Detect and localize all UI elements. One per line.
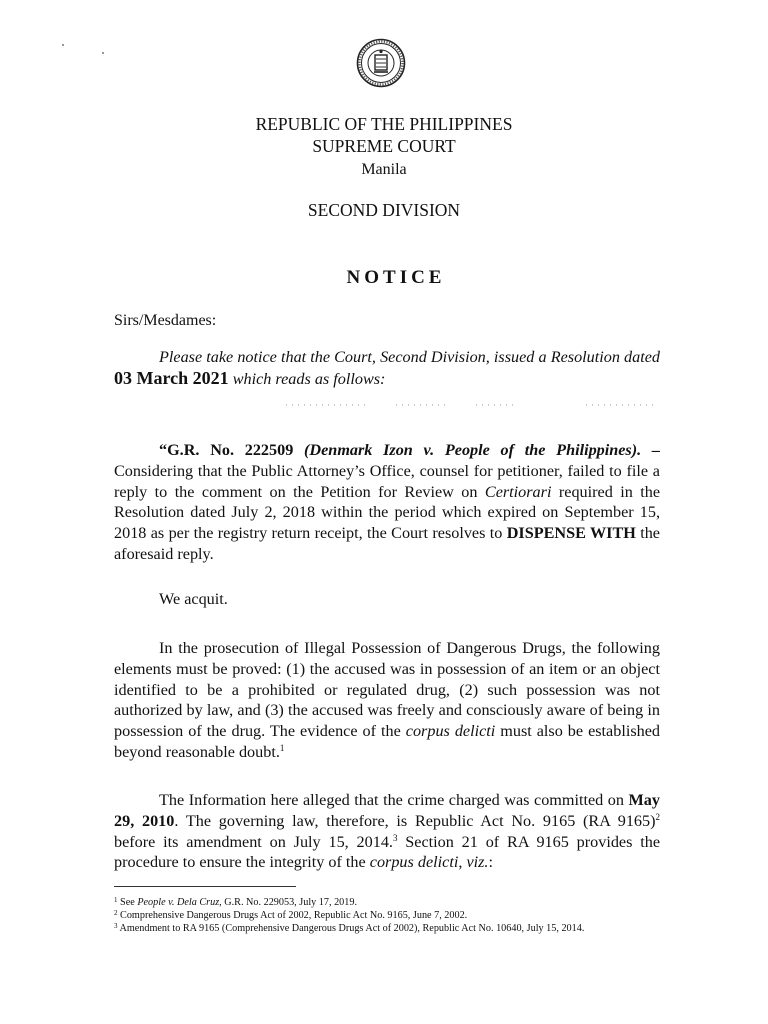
- resolution-date: 03 March 2021: [114, 367, 229, 388]
- notice-title: NOTICE: [346, 267, 446, 288]
- intro-paragraph: [114, 347, 660, 390]
- case-text-1: Considering that the Public Attorney’s Office, counsel for petitioner, failed to file a reply to the comment on the Petition for Review on: [114, 461, 660, 501]
- intro-text-1: Please take notice that the Court, Second Division, issued a Resolution dated: [159, 348, 660, 366]
- header-republic: REPUBLIC OF THE PHILIPPINES: [255, 114, 513, 134]
- footnotes: [114, 896, 664, 935]
- info-text-5: ,: [458, 853, 467, 872]
- viz-term: viz.: [466, 853, 489, 872]
- case-number: “G.R. No. 222509: [159, 441, 294, 459]
- case-text-2: required in the Resolution dated July 2, 2018 within the period which expired on September 15, 2018 as per the registry return receipt, the Court resolves to: [114, 482, 661, 543]
- scan-speck: [62, 44, 64, 46]
- crime-date: May 29, 2010: [114, 791, 660, 830]
- info-text-3: before its amendment on July 15, 2014.: [114, 832, 393, 851]
- salutation: Sirs/Mesdames:: [114, 312, 217, 329]
- scan-speck: [102, 52, 104, 54]
- footnote-ref-2: 2: [655, 811, 661, 822]
- footnote-ref-3: 3: [392, 832, 398, 843]
- footnote-ref-1: 1: [279, 742, 285, 753]
- case-text-3: the aforesaid reply.: [114, 524, 660, 563]
- info-text-4: Section 21 of RA 9165 provides the procedure to ensure the integrity of the: [114, 832, 661, 872]
- information-paragraph: [114, 790, 660, 873]
- footnote-2: $^2$ Comprehensive Dangerous Drugs Act of 2002, Republic Act No. 9165, June 7, 2002.: [114, 909, 468, 921]
- scan-dots-decoration: [286, 402, 656, 408]
- footnote-divider: [114, 886, 296, 887]
- corpus-delicti-term: corpus delicti: [405, 722, 496, 741]
- intro-text-2: which reads as follows:: [228, 369, 386, 388]
- supreme-court-seal: [356, 38, 406, 88]
- footnote-1: $^1$ See People v. Dela Cruz, G.R. No. 229053, July 17, 2019.: [114, 896, 357, 908]
- dispense-with: DISPENSE WITH: [506, 524, 636, 543]
- info-text-2: . The governing law, therefore, is Republic Act No. 9165 (RA 9165): [174, 811, 656, 830]
- header-court: SUPREME COURT: [312, 136, 456, 156]
- header-city: Manila: [361, 161, 407, 178]
- certiorari-term: Certiorari: [484, 482, 552, 501]
- elements-text-2: must also be established beyond reasonable doubt.: [114, 722, 661, 761]
- footnote-3: $^3$ Amendment to RA 9165 (Comprehensive Dangerous Drugs Act of 2002), Republic Act No. 10640, July 15, 2014.: [114, 922, 585, 934]
- acquit-paragraph: We acquit.: [159, 590, 228, 608]
- info-text-1: The Information here alleged that the crime charged was committed on: [159, 791, 629, 809]
- elements-paragraph: [114, 638, 660, 763]
- corpus-delicti-term-2: corpus delicti: [369, 853, 459, 872]
- case-paragraph: [114, 440, 660, 565]
- division-name: SECOND DIVISION: [307, 200, 461, 220]
- elements-text-1: In the prosecution of Illegal Possession of Dangerous Drugs, the following elements must be proved: (1) the accused was in possession of an item or an object identified to be a prohibited or regulated drug, (2) such possession was not authorized by law, and (3) the accused was freely and consciously aware of being in possession of the drug. The evidence of the: [114, 639, 660, 741]
- info-text-6: :: [488, 853, 493, 872]
- case-title: (Denmark Izon v. People of the Philippines). –: [304, 441, 660, 459]
